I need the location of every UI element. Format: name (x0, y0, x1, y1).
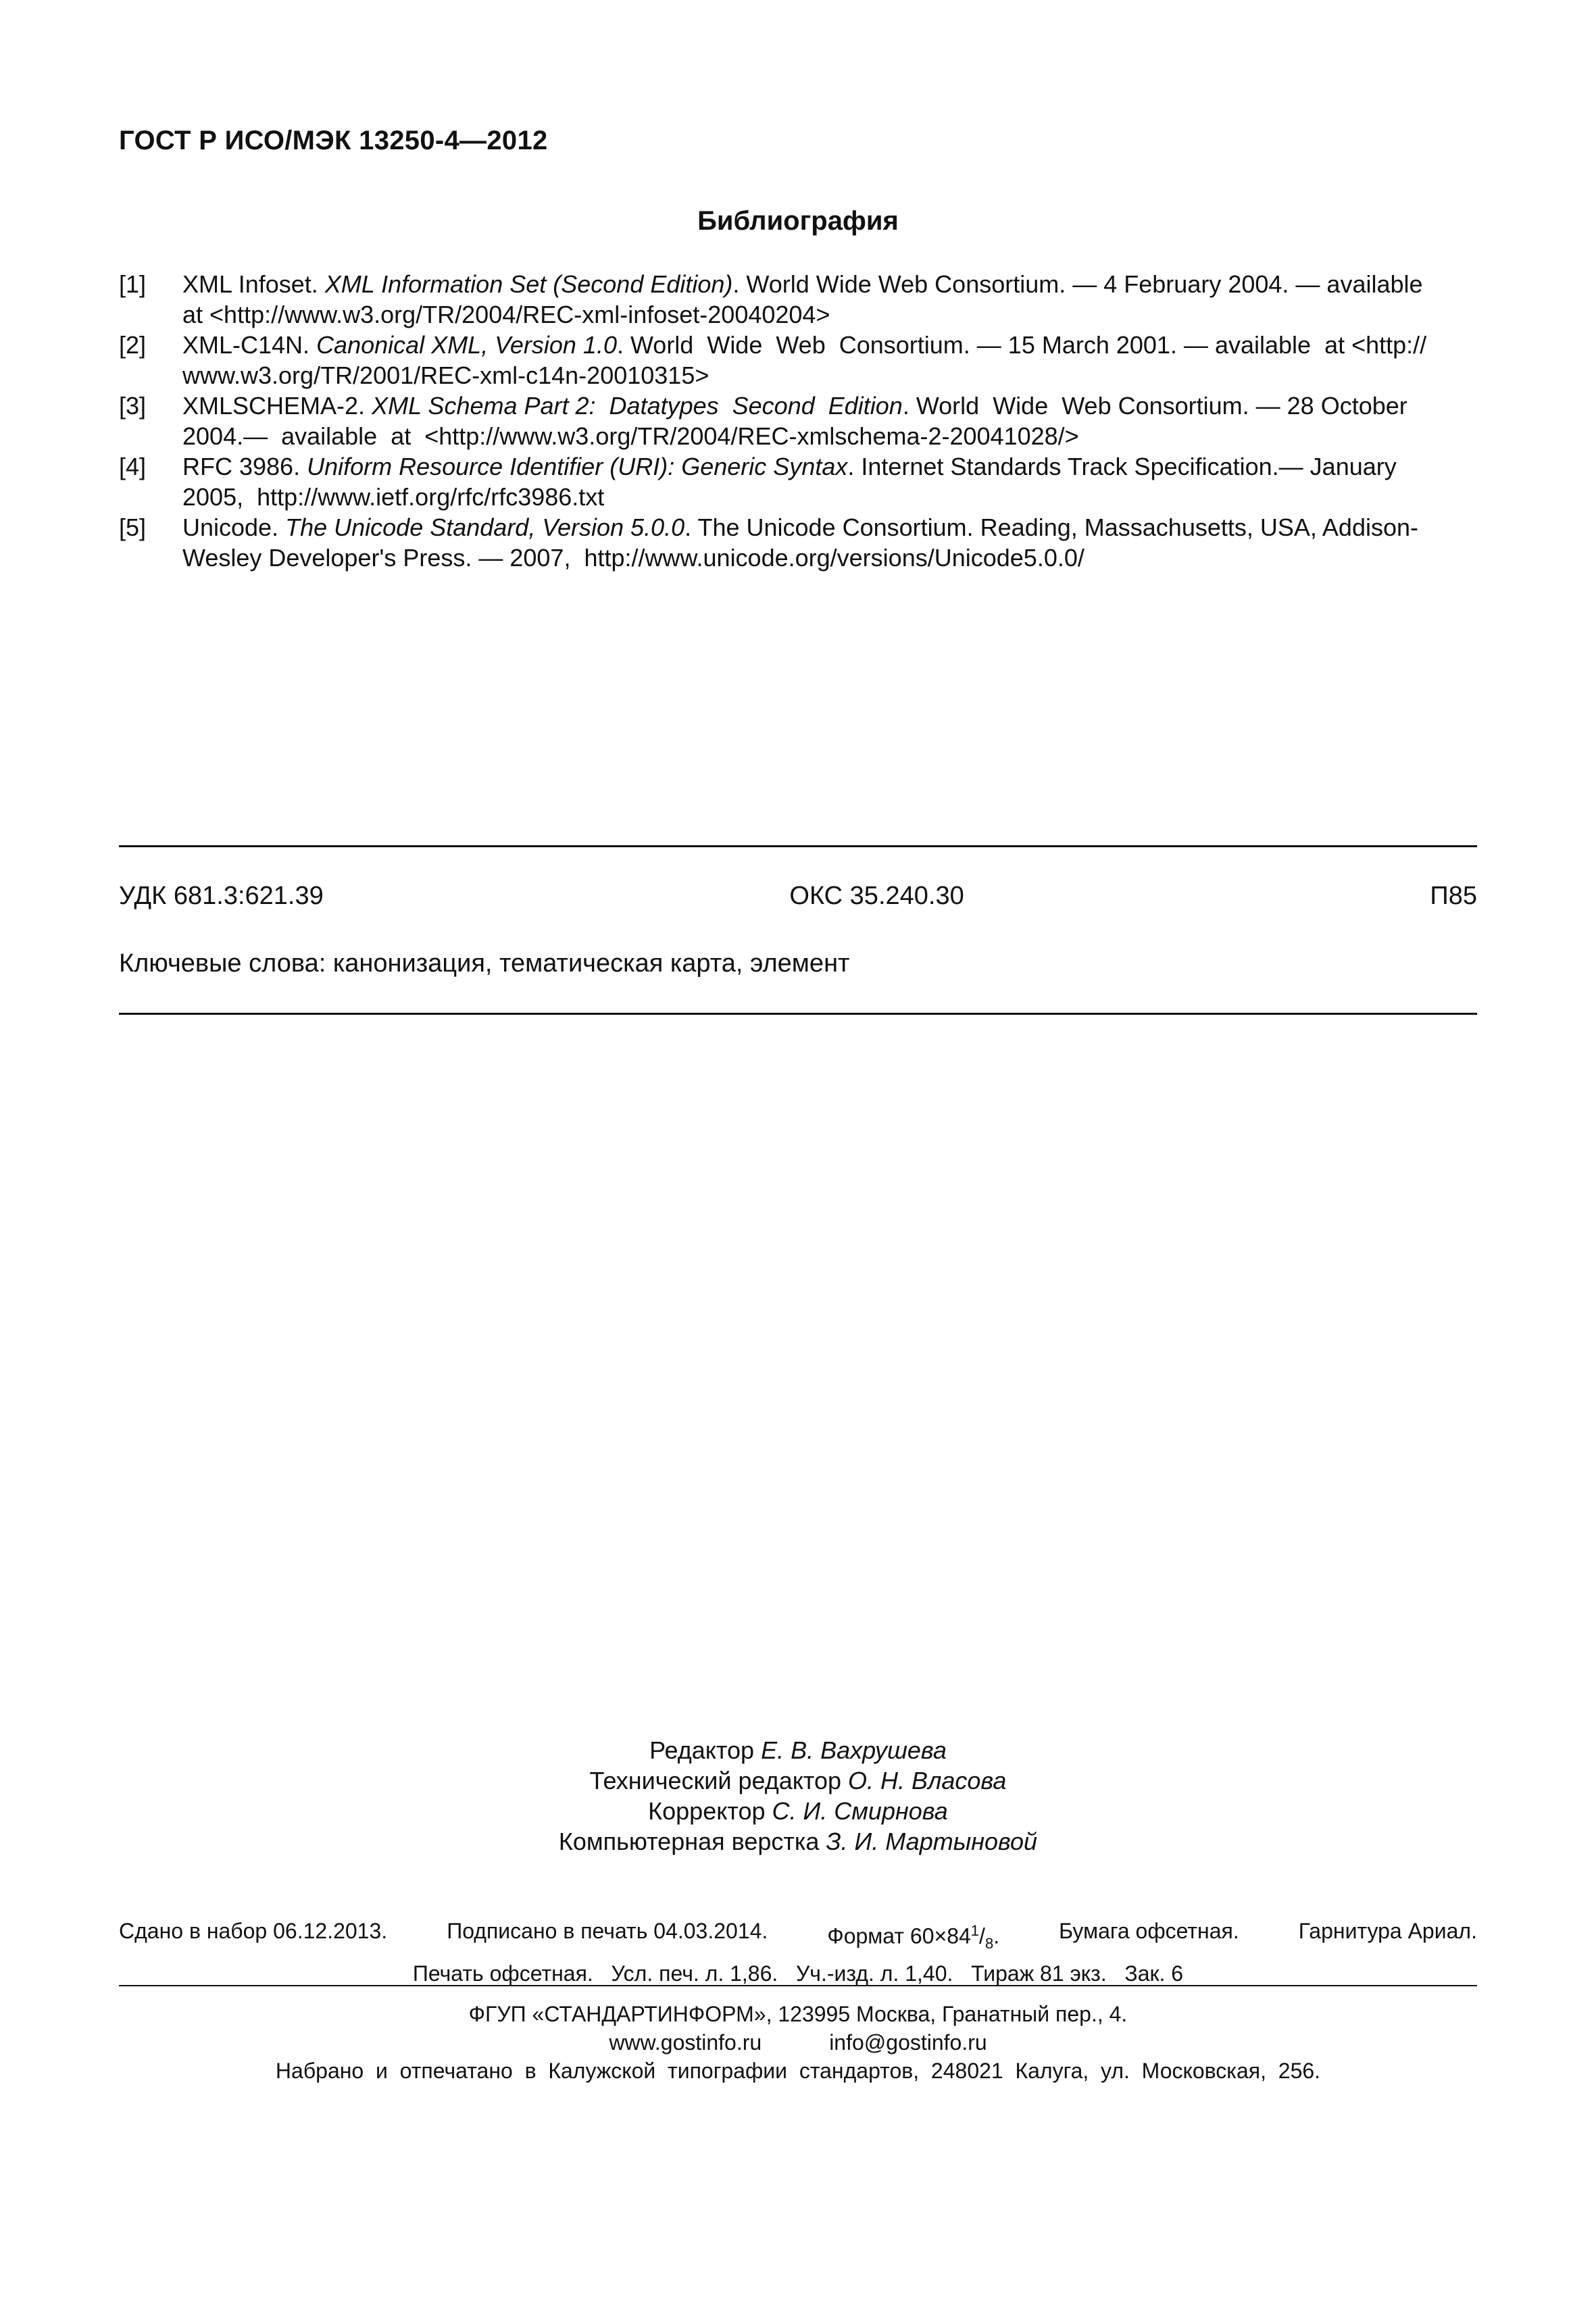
divider-top (119, 845, 1477, 847)
oks-code: ОКС 35.240.30 (789, 882, 964, 910)
bibliography-title: Библиография (697, 206, 899, 236)
entry-line (182, 451, 1477, 482)
entry-number: [5] (119, 513, 147, 541)
entry-url: at <http://www.w3.org/TR/2004/REC-xml-infoset-20040204> (182, 301, 830, 328)
entry-title: Canonical XML, Version 1.0 (316, 331, 617, 359)
publisher-email: info@gostinfo.ru (829, 2030, 987, 2055)
entry-text: . World Wide Web Consortium. — 4 February 2004. — available (732, 270, 1423, 298)
udk-code: УДК 681.3:621.39 (119, 882, 324, 910)
divider-middle (119, 1013, 1477, 1015)
keywords-line: Ключевые слова: канонизация, тематическая карта, элемент (119, 949, 850, 978)
entry-text: XML-C14N. (182, 331, 317, 359)
entry-line (182, 299, 1477, 330)
entry-number: [4] (119, 453, 147, 480)
format-sep: / (979, 1923, 985, 1948)
credit-role: Редактор (649, 1736, 762, 1764)
document-identifier: ГОСТ Р ИСО/МЭК 13250-4—2012 (119, 126, 548, 155)
entry-title: Uniform Resource Identifier (URI): Generic Syntax (307, 453, 848, 480)
publisher-address: ФГУП «СТАНДАРТИНФОРМ», 123995 Москва, Гранатный пер., 4. (468, 2002, 1128, 2026)
bibliography-entry (119, 512, 1477, 573)
entry-url: 2004.— available at <http://www.w3.org/TR/2004/REC-xmlschema-2-20041028/> (182, 422, 1079, 450)
paper-type: Бумага офсетная. (1059, 1919, 1239, 1943)
entry-line (182, 391, 1477, 421)
credit-proofreader (0, 1796, 1596, 1826)
format-suffix: . (993, 1923, 1000, 1948)
entry-number: [1] (119, 270, 147, 298)
entry-url: www.w3.org/TR/2001/REC-xml-c14n-20010315> (182, 361, 709, 389)
credit-role: Корректор (648, 1797, 772, 1825)
bibliography-entry (119, 330, 1477, 391)
bibliography-entry (119, 451, 1477, 512)
credits-block (0, 1735, 1596, 1857)
entry-number: [2] (119, 331, 147, 359)
credit-editor (0, 1735, 1596, 1765)
print-info-line-1 (119, 1916, 1477, 1959)
publisher-website: www.gostinfo.ru (609, 2030, 762, 2055)
entry-text: RFC 3986. (182, 453, 307, 480)
divider-bottom (119, 1985, 1477, 1986)
entry-text: . World Wide Web Consortium. — 15 March 2001. — available at <http:// (616, 331, 1427, 359)
entry-line (182, 360, 1477, 391)
entry-title: XML Schema Part 2: Datatypes Second Edition (372, 392, 903, 420)
entry-line (182, 482, 1477, 512)
format-prefix: Формат 60×84 (827, 1923, 971, 1948)
entry-line (182, 543, 1477, 573)
bibliography-list (119, 269, 1477, 573)
publisher-contacts (0, 2028, 1596, 2057)
credit-tech-editor (0, 1765, 1596, 1796)
entry-text: XMLSCHEMA-2. (182, 392, 372, 420)
group-code: П85 (1430, 882, 1477, 910)
publisher-block (0, 2000, 1596, 2085)
typeface: Гарнитура Ариал. (1298, 1919, 1477, 1943)
format-sup: 1 (970, 1922, 980, 1939)
entry-text: . Internet Standards Track Specification.— January (847, 453, 1397, 480)
credit-role: Технический редактор (589, 1767, 849, 1794)
entry-line (182, 421, 1477, 451)
format-sub: 8 (984, 1935, 994, 1953)
entry-line (182, 269, 1477, 299)
bibliography-entry (119, 391, 1477, 451)
entry-text: Unicode. (182, 513, 286, 541)
credit-name: Е. В. Вахрушева (761, 1736, 947, 1764)
credit-name: С. И. Смирнова (772, 1797, 948, 1825)
entry-text: XML Infoset. (182, 270, 325, 298)
entry-text: . The Unicode Consortium. Reading, Massachusetts, USA, Addison- (684, 513, 1418, 541)
entry-url: 2005, http://www.ietf.org/rfc/rfc3986.txt (182, 483, 605, 511)
entry-title: The Unicode Standard, Version 5.0.0 (285, 513, 685, 541)
print-info-line-2: Печать офсетная. Усл. печ. л. 1,86. Уч.-изд. л. 1,40. Тираж 81 экз. Зак. 6 (412, 1961, 1184, 1986)
credit-layout (0, 1826, 1596, 1857)
entry-url: Wesley Developer's Press. — 2007, http://www.unicode.org/versions/Unicode5.0.0/ (182, 544, 1084, 572)
credit-name: О. Н. Власова (848, 1767, 1007, 1794)
submitted-date: Сдано в набор 06.12.2013. (119, 1919, 388, 1943)
signed-date: Подписано в печать 04.03.2014. (447, 1919, 768, 1943)
entry-title: XML Information Set (Second Edition) (324, 270, 733, 298)
format-spec (827, 1916, 999, 1959)
printer-info: Набрано и отпечатано в Калужской типографии стандартов, 248021 Калуга, ул. Московская, 256. (275, 2059, 1321, 2083)
entry-number: [3] (119, 392, 147, 420)
entry-text: . World Wide Web Consortium. — 28 October (902, 392, 1407, 420)
entry-line (182, 330, 1477, 360)
entry-line (182, 512, 1477, 543)
classification-row (119, 882, 1477, 911)
print-info-block (119, 1916, 1477, 1988)
bibliography-entry (119, 269, 1477, 330)
credit-name: З. И. Мартыновой (826, 1828, 1038, 1855)
credit-role: Компьютерная верстка (558, 1828, 826, 1855)
